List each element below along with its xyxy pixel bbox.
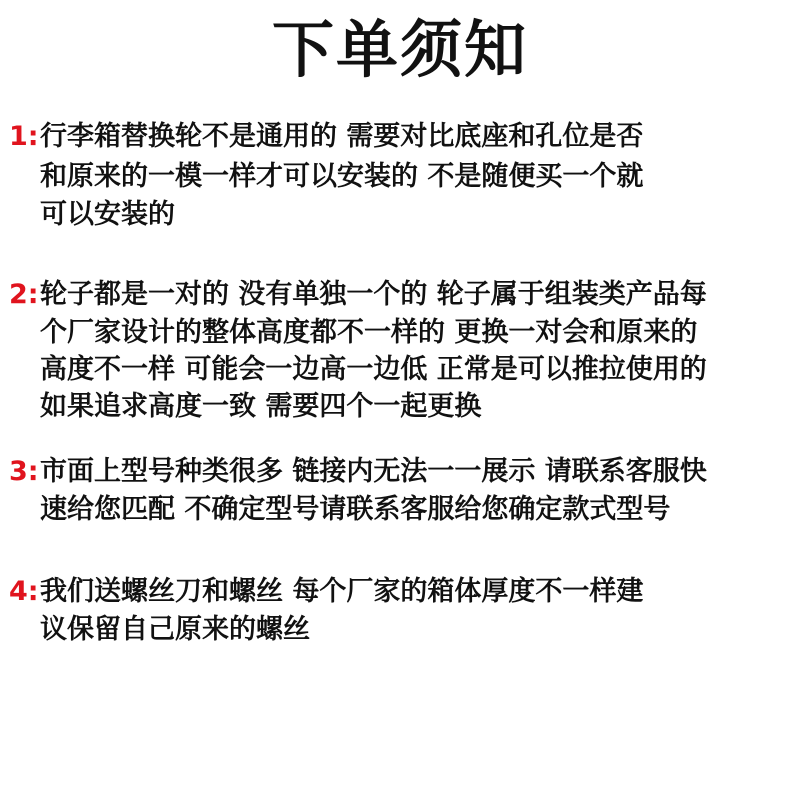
page-title: 下单须知: [271, 13, 528, 86]
note-line: 行李箱替换轮不是通用的 需要对比底座和孔位是否: [40, 121, 644, 152]
note-line: 个厂家设计的整体高度都不一样的 更换一对会和原来的: [40, 317, 698, 348]
note-number: 3:: [9, 456, 39, 487]
note-line: 高度不一样 可能会一边高一边低 正常是可以推拉使用的: [40, 354, 707, 385]
note-line: 可以安装的: [40, 199, 175, 230]
note-line: 议保留自己原来的螺丝: [40, 614, 310, 645]
note-line: 市面上型号种类很多 链接内无法一一展示 请联系客服快: [40, 456, 707, 487]
note-line: 我们送螺丝刀和螺丝 每个厂家的箱体厚度不一样建: [40, 576, 644, 607]
note-line: 和原来的一模一样才可以安装的 不是随便买一个就: [40, 161, 644, 192]
note-number: 1:: [9, 121, 39, 152]
note-line: 如果追求高度一致 需要四个一起更换: [40, 391, 482, 422]
note-line: 速给您匹配 不确定型号请联系客服给您确定款式型号: [40, 494, 671, 525]
note-number: 2:: [9, 279, 39, 310]
note-number: 4:: [9, 576, 39, 607]
note-line: 轮子都是一对的 没有单独一个的 轮子属于组装类产品每: [40, 279, 707, 310]
